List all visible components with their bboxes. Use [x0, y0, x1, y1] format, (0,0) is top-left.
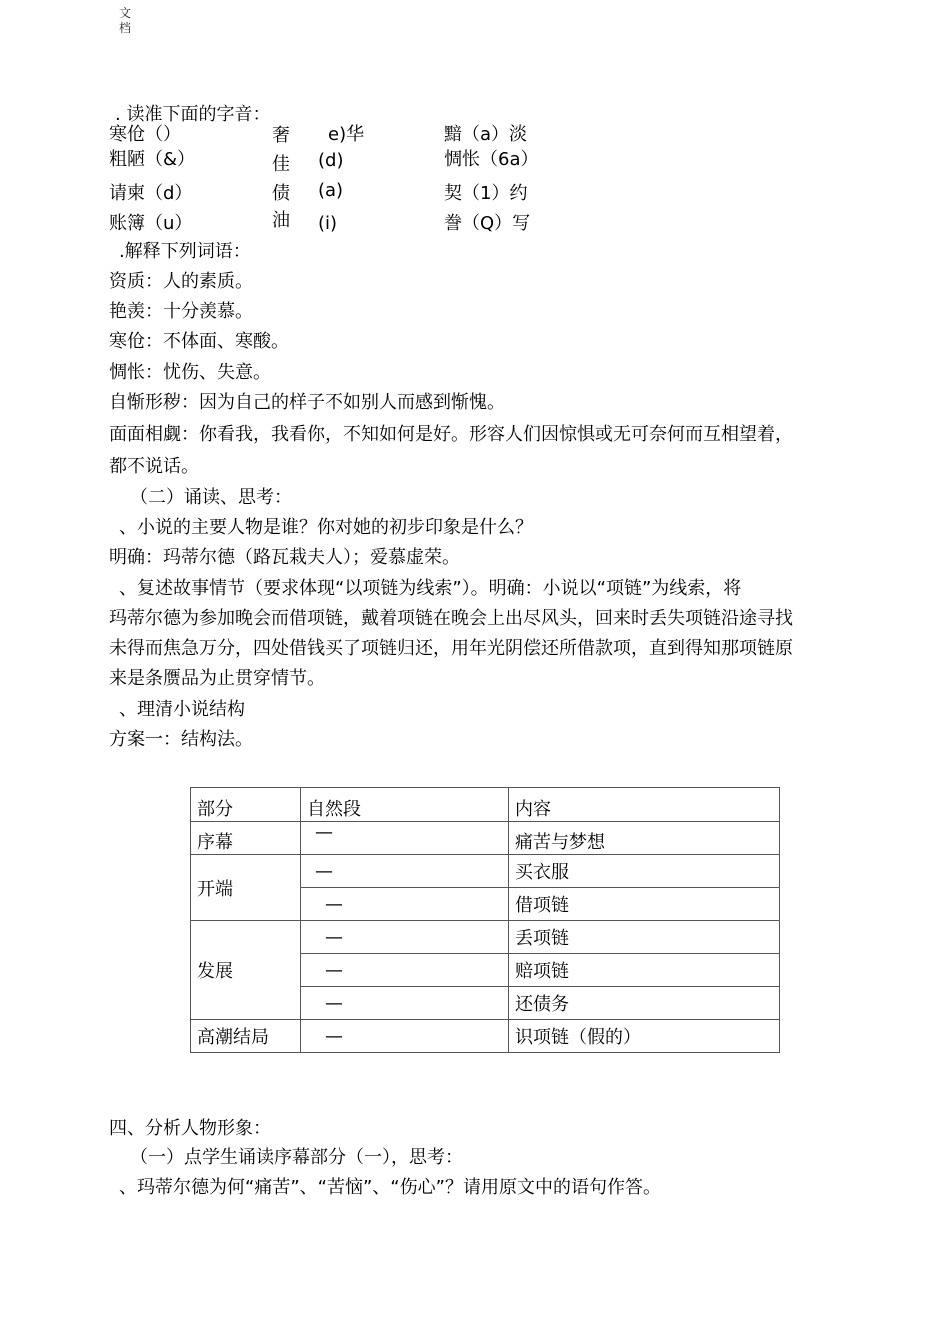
table-cell-part: 序幕	[191, 822, 301, 855]
table-cell-part: 发展	[191, 921, 301, 1020]
table-cell-para: —	[301, 954, 509, 987]
pinyin-item: 佳	[272, 154, 290, 175]
definition-line: 面面相觑：你看我，我看你，不知如何是好。形容人们因惊惧或无可奈何而互相望着，	[109, 424, 793, 445]
section4-heading: 四、分析人物形象：	[109, 1118, 271, 1139]
table-cell-para: —	[301, 855, 509, 888]
pinyin-item: 油	[272, 210, 290, 231]
section4-question: 、玛蒂尔德为何“痛苦”、“苦恼”、“伤心”？请用原文中的语句作答。	[119, 1177, 661, 1198]
definition-line: 都不说话。	[109, 456, 199, 477]
table-cell-para: —	[301, 1020, 509, 1053]
definition-line: 艳羡：十分羡慕。	[109, 301, 253, 322]
table-header-cell: 自然段	[301, 788, 509, 822]
pinyin-item: e)华	[328, 124, 365, 145]
body-line: 、复述故事情节（要求体现“以项链为线索”）。明确：小说以“项链”为线索，将	[119, 578, 742, 599]
table-header-cell: 内容	[509, 788, 780, 822]
table-cell-content: 借项链	[509, 888, 780, 921]
pinyin-item: 誊（Q）写	[444, 213, 531, 234]
section1-heading: . 读准下面的字音：	[115, 104, 271, 125]
page-header: 文档	[119, 6, 132, 35]
pinyin-item: (i)	[318, 213, 338, 234]
section2-heading: .解释下列词语：	[119, 241, 251, 262]
body-line: 、小说的主要人物是谁？你对她的初步印象是什么？	[119, 517, 533, 538]
table-header-row	[191, 788, 780, 822]
pinyin-item: 债	[272, 183, 290, 204]
pinyin-item: (a)	[318, 180, 344, 201]
table-cell-para: —	[301, 921, 509, 954]
body-line: 明确：玛蒂尔德（路瓦栽夫人）；爱慕虚荣。	[109, 547, 460, 568]
pinyin-item: (d)	[318, 150, 344, 171]
table-cell-content: 识项链（假的）	[509, 1020, 780, 1053]
table-cell-content: 还债务	[509, 987, 780, 1020]
structure-table	[190, 787, 780, 1053]
body-line: 、理清小说结构	[119, 699, 245, 720]
body-line: 来是条赝品为止贯穿情节。	[109, 668, 325, 689]
table-cell-content: 丢项链	[509, 921, 780, 954]
table-cell-para: —	[301, 987, 509, 1020]
table-row	[191, 921, 780, 954]
table-cell-content: 痛苦与梦想	[509, 822, 780, 855]
table-row	[191, 855, 780, 888]
table-cell-part: 开端	[191, 855, 301, 921]
pinyin-item: 账簿（u）	[109, 213, 193, 234]
body-line: 玛蒂尔德为参加晚会而借项链，戴着项链在晚会上出尽风头，回来时丢失项链沿途寻找	[109, 608, 793, 629]
pinyin-item: 契（1）约	[444, 183, 528, 204]
pinyin-item: 惆怅（6a）	[444, 149, 539, 170]
table-cell-para: —	[301, 822, 509, 855]
definition-line: 惆怅：忧伤、失意。	[109, 362, 271, 383]
definition-line: 自惭形秽：因为自己的样子不如别人而感到惭愧。	[109, 392, 505, 413]
table-cell-part: 高潮结局	[191, 1020, 301, 1053]
table-row	[191, 1020, 780, 1053]
section3-heading: （二）诵读、思考：	[130, 487, 292, 508]
pinyin-item: 黯（a）淡	[444, 124, 528, 145]
body-line: 方案一：结构法。	[109, 729, 253, 750]
table-cell-para: —	[301, 888, 509, 921]
table-row	[191, 822, 780, 855]
table-cell-content: 买衣服	[509, 855, 780, 888]
pinyin-item: 寒伧（）	[109, 124, 181, 145]
section4-subheading: （一）点学生诵读序幕部分（一），思考：	[130, 1147, 463, 1168]
table-header-cell: 部分	[191, 788, 301, 822]
body-line: 未得而焦急万分，四处借钱买了项链归还，用年光阴偿还所借款项，直到得知那项链原	[109, 638, 793, 659]
pinyin-item: 请柬（d）	[109, 183, 193, 204]
pinyin-item: 奢	[272, 125, 290, 146]
table-cell-content: 赔项链	[509, 954, 780, 987]
definition-line: 资质：人的素质。	[109, 271, 253, 292]
definition-line: 寒伧：不体面、寒酸。	[109, 331, 289, 352]
pinyin-item: 粗陋（&）	[109, 149, 196, 170]
